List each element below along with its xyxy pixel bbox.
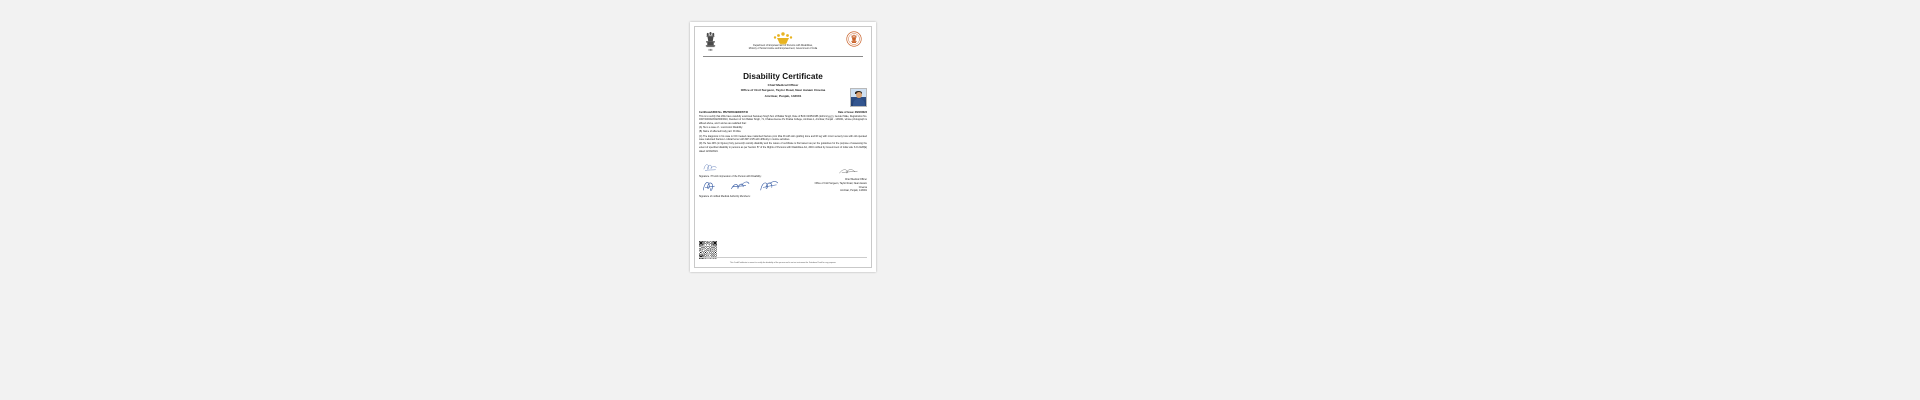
applicant-photo (850, 88, 867, 107)
department-line-2: Ministry of Social Justice and Empowerment, Government of India (748, 48, 818, 51)
certificate-header (699, 29, 867, 56)
authority-line-4: Amritsar, Punjab, 143001 (840, 189, 867, 193)
intro-paragraph: This is to certify that I/We have carefully examined Sandeep Singh Son of Balkar Singh, Date of Birth 02/05/1986 (dd/mm/yyyy), Gender Male, Registration No. 0327/40000/2002/0003610, Resident of C/o Balkar Singh, 71, Khalsa Avenue Pu Khalsa College, Amritsar-1, Amritsar, Punjab - 143001, whose photograph is affixed above, and I am/we are satisfied that: (699, 114, 867, 126)
clause-a (699, 126, 867, 130)
clause-a-marker: (A) (699, 126, 703, 130)
disability-certificate-page (690, 22, 876, 272)
certificate-number-label: Certificate/UDID No. (699, 110, 723, 114)
svg-text:▮▮▮: ▮▮▮ (708, 48, 713, 52)
authority-signature-image (837, 168, 863, 175)
photo-torso (853, 99, 865, 107)
certificate-content (699, 29, 867, 267)
page-title: Disability Certificate (743, 72, 823, 81)
footer-divider (699, 257, 867, 258)
clause-b-text: Name of affected body part: Rt tibia. (702, 130, 742, 134)
issuer-city-line: Amritsar, Punjab, 143001 (764, 93, 802, 98)
date-of-issue (838, 111, 867, 115)
medical-authority-signature-label: Signature of notified Medical Authority Members: (699, 195, 751, 199)
authority-line-2: Office of Civil Surgeon, Taylor Road, Near Aanam (814, 182, 867, 185)
department-heading (699, 45, 867, 52)
certificate-number-value: PB2790519990005740 (722, 110, 748, 114)
clause-c-marker: (C) (699, 134, 703, 138)
clause-d-marker: (D) (699, 142, 703, 146)
clause-d-text: He has 40% (in figures) forty percent(in words) disability and the nature of certificate is Permanent as per the guidelines for the purpose of assessing the extent of specified disability in persons as per Section 57 of the Rights of Persons with Disabilities Act, 2016 notified by Government of India vide S.O.2128(E) dated 12/03/2024. (699, 142, 867, 153)
footer-disclaimer: This Card/Certificate is meant to certify the disability of the person and is not an instrument for Database Proof for any purpose. (729, 262, 837, 264)
authority-line-3: Cinema (858, 185, 867, 189)
header-divider (703, 56, 863, 57)
clause-b-marker: (B) (699, 130, 703, 134)
title-block (699, 72, 867, 98)
date-of-issue-value: 26/02/2024 (854, 110, 867, 114)
issuer-designation: Chief Medical Officer (767, 83, 799, 88)
photo-head (856, 92, 862, 98)
certificate-number (699, 111, 748, 115)
authority-line-1: Chief Medical Officer (844, 178, 867, 182)
medical-authority-signatures-image (699, 179, 795, 194)
person-signature-label: Signature / Thumb impression of the Person with Disability: (699, 175, 762, 179)
date-of-issue-label: Date of Issue: (838, 110, 855, 114)
clause-b (699, 130, 867, 134)
certificate-meta-row (699, 111, 867, 115)
clause-a-text: He is a case of - Locomotor Disability. (702, 126, 743, 130)
certificate-body (699, 115, 867, 154)
person-signature-image (701, 162, 723, 173)
clause-c (699, 135, 867, 142)
clause-c-text: The diagnosis in his case is O/C treated case malunited fracture prox tibia Rt with skin grafting done and Rt leg with minor sensory loss with old operated case malunited fracture Lt distal femur with MP 4-5/5 with difficulty in routine activities. (699, 134, 867, 142)
issuing-authority-block (787, 178, 867, 193)
clause-d (699, 142, 867, 153)
department-line-1: Department of Empowerment of Persons with Disabilities, (753, 45, 813, 47)
signature-area (699, 162, 867, 214)
issuer-office-address: Office of Civil Surgeon, Taylor Road, Near Aanam Cinema (740, 88, 826, 93)
udid-logo-icon (772, 30, 794, 46)
